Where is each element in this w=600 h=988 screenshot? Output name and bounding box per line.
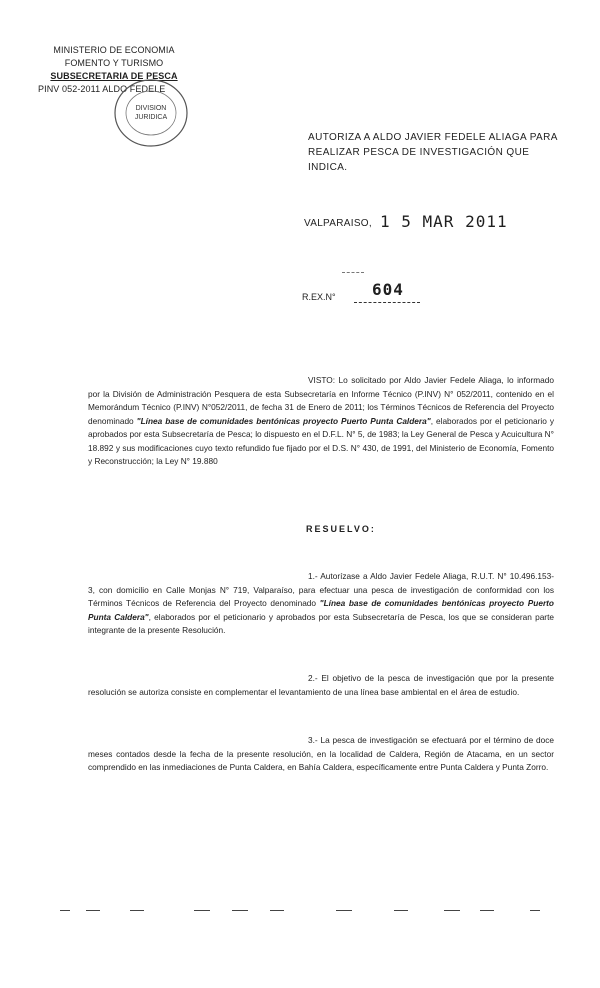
- art1-text-a: 1.- Autorízase a Aldo Javier Fedele Aliaga, R.U.T. N° 10.496.153-3, con domicilio en Calle Monjas N° 719, Valparaíso, para efectuar una pesca de investigación de conformidad con los Términos Técnicos de Referencia del Proyecto denominado: [88, 571, 554, 608]
- resolution-title: [308, 130, 568, 175]
- visto-paragraph: [88, 374, 554, 469]
- reference-code: PINV 052-2011 ALDO FEDELE: [38, 84, 166, 94]
- ministry-name: MINISTERIO DE ECONOMIA: [53, 45, 175, 55]
- rex-label: R.EX.N°: [302, 292, 336, 302]
- ministry-name-line2: FOMENTO Y TURISMO: [64, 58, 164, 68]
- seal-text-line1: DIVISION: [135, 105, 167, 112]
- resolution-number: [302, 280, 404, 302]
- rex-number: 604: [372, 280, 404, 299]
- project-name: "Línea base de comunidades bentónicas proyecto Puerto Punta Caldera": [136, 415, 431, 426]
- resuelvo-heading: RESUELVO:: [306, 524, 376, 534]
- art2-text: 2.- El objetivo de la pesca de investigación que por la presente resolución se autoriza consiste en complementar el levantamiento de una línea base ambiental en el área de estudio.: [88, 673, 554, 697]
- dash-mark: [342, 272, 364, 273]
- article-3: [88, 734, 554, 775]
- footer-dashes: [60, 906, 560, 916]
- article-1: [88, 570, 554, 638]
- art1-text-b: , elaborados por el peticionario y aprobados por esta Subsecretaría de Pesca, los que se consideran parte integrante de la presente Resolución.: [88, 611, 554, 635]
- seal-text-line2: JURIDICA: [134, 114, 168, 121]
- title-line2: REALIZAR PESCA DE INVESTIGACIÓN QUE INDICA.: [308, 147, 530, 173]
- city-label: VALPARAISO,: [304, 218, 372, 229]
- date-stamp: 1 5 MAR 2011: [380, 212, 508, 231]
- visto-text-b: , elaborados por el peticionario y aprobados por esta Subsecretaría de Pesca; lo dispuesto en el D.F.L. N° 5, de 1983; la Ley General de Pesca y Acuicultura N° 18.892 y sus modificaciones cuyo texto refundido fue fijado por el D.S. N° 430, de 1991, del Ministerio de Economía, Fomento y Reconstrucción; la Ley N° 19.880: [88, 415, 554, 466]
- rex-underline: [354, 302, 420, 303]
- subsecretaria-name: SUBSECRETARIA DE PESCA: [50, 71, 178, 81]
- place-date: [304, 212, 508, 231]
- division-juridica-seal: [110, 76, 192, 150]
- project-name-2: "Línea base de comunidades bentónicas proyecto Puerto Punta Caldera": [88, 598, 554, 622]
- art3-text: 3.- La pesca de investigación se efectuará por el término de doce meses contados desde la fecha de la presente resolución, en la localidad de Caldera, Región de Atacama, en un sector comprendido en las inmediaciones de Punta Caldera, en Bahía Caldera, específicamente entre Punta Caldera y Punta Zorro.: [88, 735, 554, 772]
- visto-text-a: VISTO: Lo solicitado por Aldo Javier Fedele Aliaga, lo informado por la División de Administración Pesquera de esta Subsecretaría en Informe Técnico (P.INV) N° 052/2011, contenido en el Memorándum Técnico (P.INV) N°052/2011, de fecha 31 de Enero de 2011; los Términos Técnicos de Referencia del Proyecto denominado: [88, 375, 554, 426]
- title-line1: AUTORIZA A ALDO JAVIER FEDELE ALIAGA PARA: [308, 132, 558, 143]
- article-2: [88, 672, 554, 699]
